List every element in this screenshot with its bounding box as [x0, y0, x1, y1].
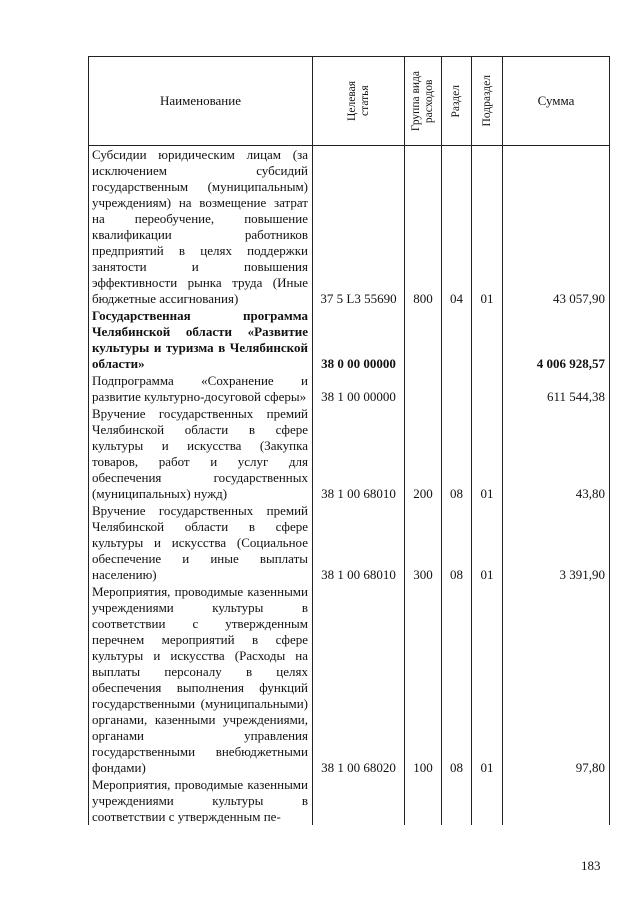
header-section: Раздел	[450, 84, 462, 118]
row-target: 37 5 L3 55690	[313, 146, 405, 308]
row-section	[442, 776, 472, 825]
row-section: 08	[442, 583, 472, 776]
table-row	[89, 372, 610, 405]
row-target	[313, 776, 405, 825]
page-number: 183	[581, 858, 601, 873]
row-section	[442, 307, 472, 372]
row-subsection	[472, 372, 503, 405]
row-section: 04	[442, 146, 472, 308]
header-target-cell	[313, 57, 405, 146]
header-sum: Сумма	[503, 57, 610, 146]
row-subsection	[472, 307, 503, 372]
row-group	[405, 307, 442, 372]
row-target: 38 1 00 00000	[313, 372, 405, 405]
row-name: Подпрограмма «Сохранение и развитие культурно-досуговой сферы»	[89, 372, 313, 405]
row-target: 38 1 00 68010	[313, 405, 405, 502]
row-sum: 4 006 928,57	[503, 307, 610, 372]
row-subsection: 01	[472, 583, 503, 776]
header-section-cell	[442, 57, 472, 146]
header-target: Целевая статья	[345, 81, 371, 121]
row-sum: 97,80	[503, 583, 610, 776]
table-row	[89, 502, 610, 583]
row-group	[405, 372, 442, 405]
row-sum: 611 544,38	[503, 372, 610, 405]
row-group: 800	[405, 146, 442, 308]
header-group-cell	[405, 57, 442, 146]
row-name: Государственная программа Челябинской области «Развитие культуры и туризма в Челябинской области»	[89, 307, 313, 372]
row-sum	[503, 776, 610, 825]
row-group: 300	[405, 502, 442, 583]
row-sum: 3 391,90	[503, 502, 610, 583]
budget-table	[88, 56, 610, 825]
header-name: Наименование	[89, 57, 313, 146]
row-subsection: 01	[472, 405, 503, 502]
row-target: 38 1 00 68010	[313, 502, 405, 583]
table-row	[89, 405, 610, 502]
table-row	[89, 307, 610, 372]
header-subsection-cell	[472, 57, 503, 146]
row-name: Субсидии юридическим лицам (за исключением субсидий государственным (муниципальным) учреждениям) на возмещение затрат на переобучение, повышение квалификации работников предприятий в целях поддержки занятости и повышения эффективности рынка труда (Иные бюджетные ассигнования)	[89, 146, 313, 308]
row-target: 38 0 00 00000	[313, 307, 405, 372]
row-sum: 43 057,90	[503, 146, 610, 308]
row-name: Мероприятия, проводимые казенными учреждениями культуры в соответствии с утвержденным пе-	[89, 776, 313, 825]
row-group: 200	[405, 405, 442, 502]
row-section: 08	[442, 405, 472, 502]
header-subsection: Подраздел	[480, 75, 493, 127]
table-row	[89, 776, 610, 825]
row-name: Мероприятия, проводимые казенными учреждениями культуры в соответствии с утвержденным перечнем мероприятий в сфере культуры и искусства (Расходы на выплаты персоналу в целях обеспечения выполнения функций государственными (муниципальными) органами, казенными учреждениями, органами управления государственными внебюджетными фондами)	[89, 583, 313, 776]
row-group	[405, 776, 442, 825]
table-row	[89, 146, 610, 308]
row-section: 08	[442, 502, 472, 583]
row-subsection: 01	[472, 146, 503, 308]
row-group: 100	[405, 583, 442, 776]
table-header-row	[89, 57, 610, 146]
row-subsection	[472, 776, 503, 825]
row-subsection: 01	[472, 502, 503, 583]
row-name: Вручение государственных премий Челябинской области в сфере культуры и искусства (Социальное обеспечение и иные выплаты населению)	[89, 502, 313, 583]
row-section	[442, 372, 472, 405]
row-sum: 43,80	[503, 405, 610, 502]
header-group: Группа вида расходов	[410, 70, 435, 132]
table-row	[89, 583, 610, 776]
row-name: Вручение государственных премий Челябинской области в сфере культуры и искусства (Закупка товаров, работ и услуг для обеспечения государственных (муниципальных) нужд)	[89, 405, 313, 502]
row-target: 38 1 00 68020	[313, 583, 405, 776]
